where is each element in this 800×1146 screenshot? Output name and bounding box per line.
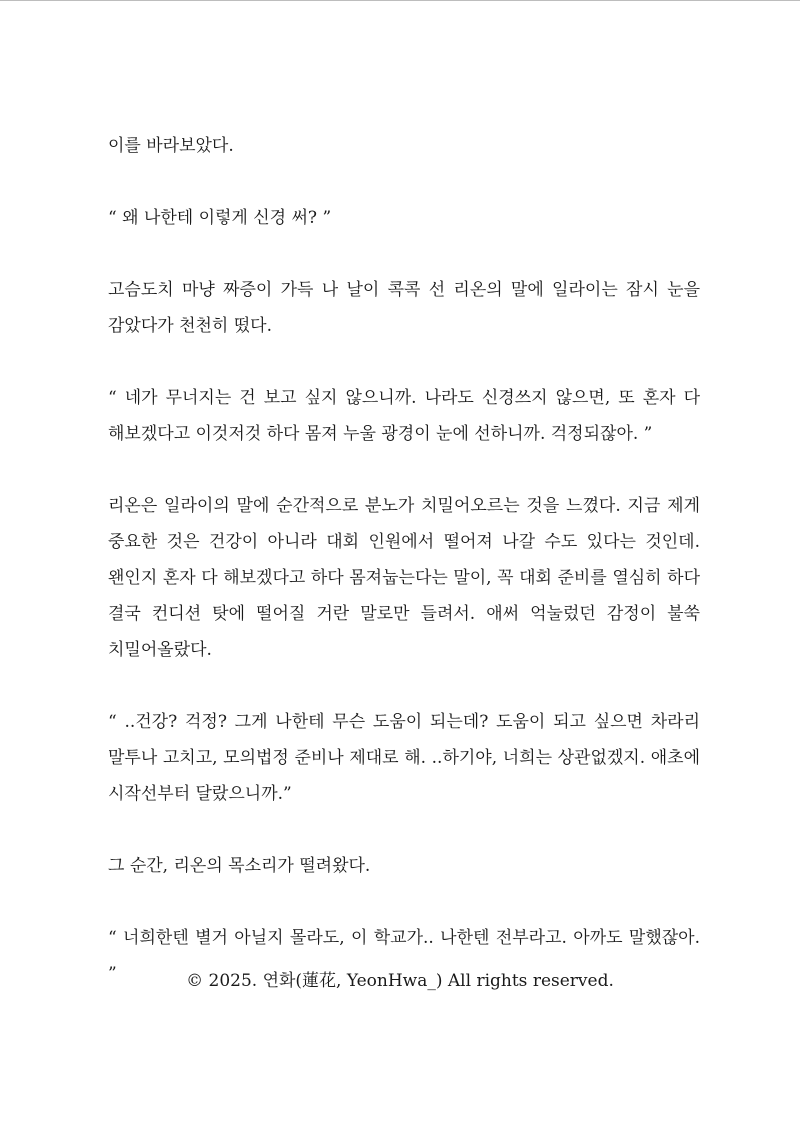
paragraph-gap — [108, 452, 700, 488]
paragraph-5: 리온은 일라이의 말에 순간적으로 분노가 치밀어오르는 것을 느꼈다. 지금 제게 중요한 것은 건강이 아니라 대회 인원에서 떨어져 나갈 수도 있다는 것인데. 왠인지 혼자 다 해보겠다고 하다 몸져눕는다는 말이, 꼭 대회 준비를 열심히 하다 결국 컨디션 탓에 떨어질 거란 말로만 들려서. 애써 억눌렀던 감정이 불쑥 치밀어올랐다. — [108, 496, 700, 660]
paragraph-gap — [108, 884, 700, 920]
paragraph-2: “ 왜 나한테 이렇게 신경 써? ” — [108, 208, 332, 228]
paragraph-gap — [108, 236, 700, 272]
paragraph-3: 고슴도치 마냥 짜증이 가득 나 날이 콕콕 선 리온의 말에 일라이는 잠시 눈을 감았다가 천천히 떴다. — [108, 280, 700, 336]
document-body — [108, 128, 700, 992]
paragraph-7: 그 순간, 리온의 목소리가 떨려왔다. — [108, 856, 371, 876]
paragraph-6: “ ..건강? 걱정? 그게 나한테 무슨 도움이 되는데? 도움이 되고 싶으면 차라리 말투나 고치고, 모의법정 준비나 제대로 해. ..하기야, 너희는 상관없겠지. 애초에 시작선부터 달랐으니까.” — [108, 712, 700, 804]
copyright-notice: © 2025. 연화(蓮花, YeonHwa_) All rights reserved. — [186, 971, 614, 991]
paragraph-gap — [108, 812, 700, 848]
paragraph-gap — [108, 344, 700, 380]
paragraph-gap — [108, 164, 700, 200]
paragraph-4: “ 네가 무너지는 건 보고 싶지 않으니까. 나라도 신경쓰지 않으면, 또 혼자 다 해보겠다고 이것저것 하다 몸져 누울 광경이 눈에 선하니까. 걱정되잖아. ” — [108, 388, 700, 444]
paragraph-1: 이를 바라보았다. — [108, 136, 234, 156]
top-rule — [0, 0, 800, 1]
paragraph-8: “ 너희한텐 별거 아닐지 몰라도, 이 학교가.. 나한텐 전부라고. 아까도 말했잖아. ” — [108, 928, 700, 984]
paragraph-gap — [108, 668, 700, 704]
